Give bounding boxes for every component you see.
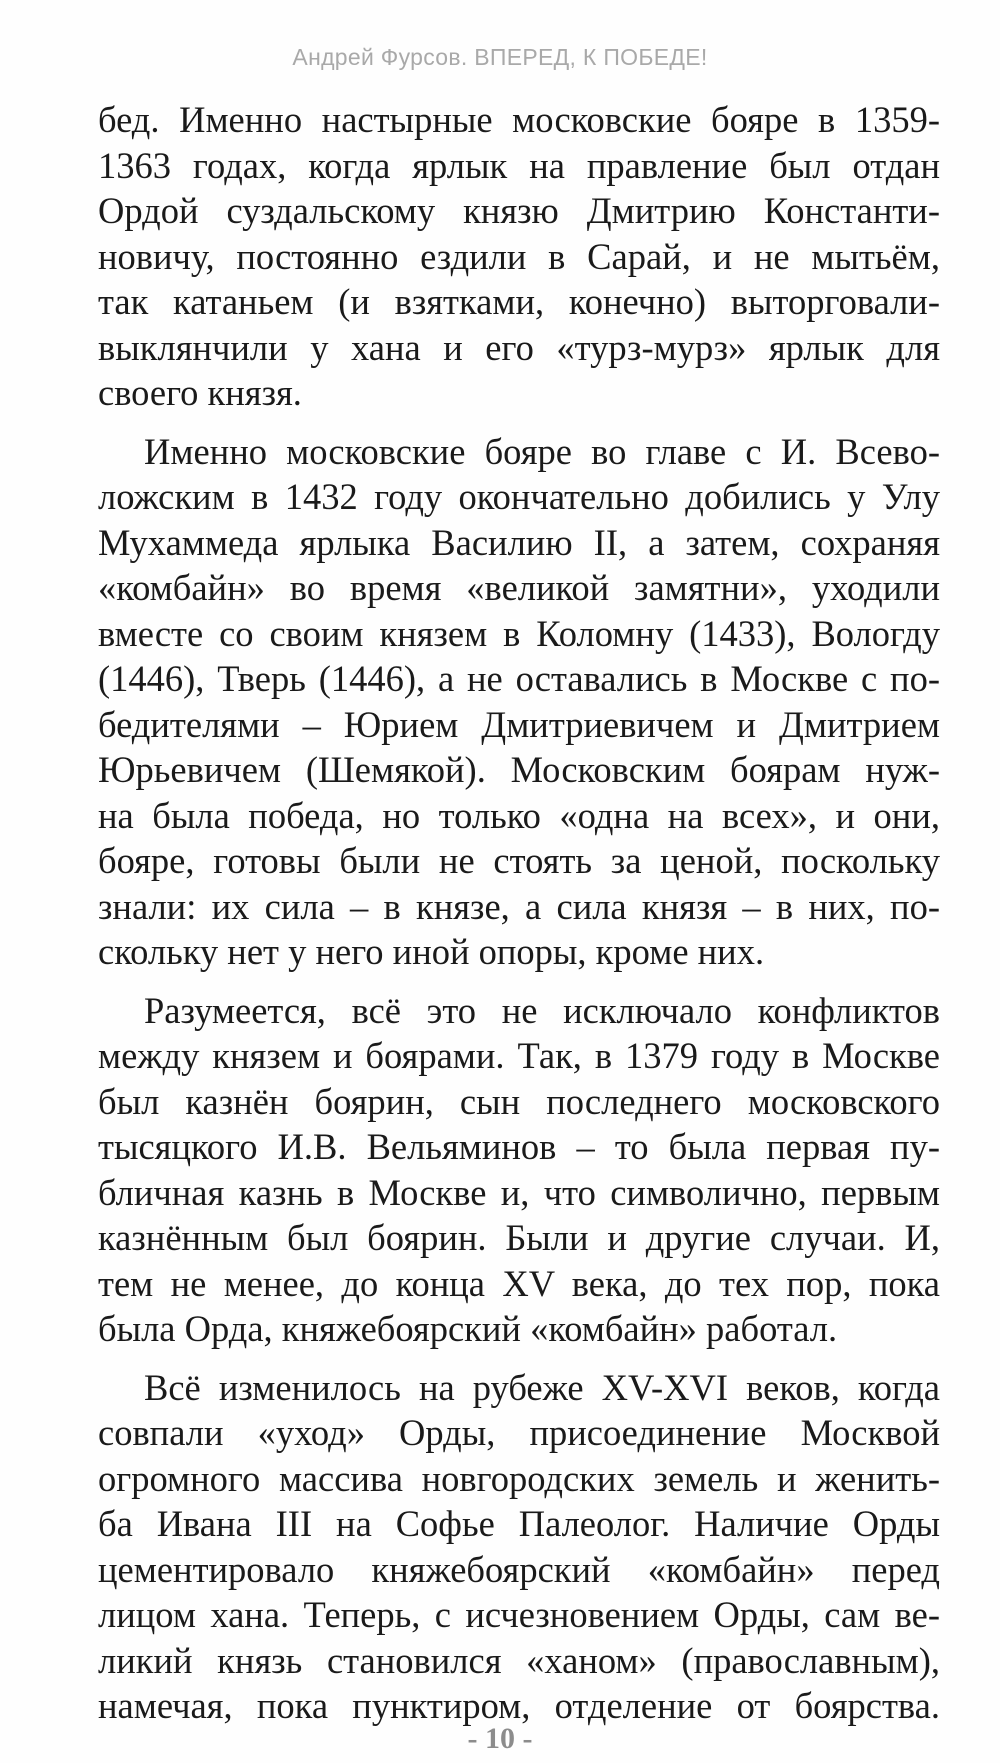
text-line: так катаньем (и взятками, конечно) выторговали-: [98, 281, 940, 322]
text-line: была Орда, княжебоярский «комбайн» работал.: [98, 1308, 838, 1349]
text-line: бед. Именно настырные московские бояре в 1359-: [98, 99, 940, 140]
text-line: знали: их сила – в князе, а сила князя – в них, по-: [98, 885, 940, 927]
text-line: «комбайн» во время «великой замятни», уходили: [98, 567, 940, 608]
page-number: - 10 -: [467, 1722, 533, 1755]
text-line: совпали «уход» Орды, присоединение Москвой: [98, 1412, 940, 1453]
text-line: бояре, готовы были не стоять за ценой, поскольку: [98, 840, 940, 881]
text-line: Юрьевичем (Шемякой). Московским боярам нуж-: [98, 749, 940, 790]
text-line: тем не менее, до конца XV века, до тех пор, пока: [98, 1262, 940, 1304]
paragraph: [98, 988, 940, 1352]
text-line: цементировало княжебоярский «комбайн» перед: [98, 1548, 940, 1590]
text-line: (1446), Тверь (1446), а не оставались в Москве с по-: [98, 658, 940, 699]
text-line: бедителями – Юрием Дмитриевичем и Дмитрием: [98, 703, 940, 745]
text-line: намечая, пока пунктиром, отделение от боярства.: [98, 1685, 940, 1726]
text-line: ликий князь становился «ханом» (православным),: [98, 1639, 940, 1681]
text-line: бличная казнь в Москве и, что символично, первым: [98, 1171, 940, 1213]
text-line: ложским в 1432 году окончательно добились у Улу: [98, 476, 940, 517]
text-line: Разумеется, всё это не исключало конфликтов: [144, 989, 940, 1031]
body-text: [98, 97, 940, 1729]
paragraph: [98, 429, 940, 975]
text-line: на была победа, но только «одна на всех», и они,: [98, 794, 940, 836]
text-line: вместе со своим князем в Коломну (1433), Вологду: [98, 612, 940, 654]
text-line: 1363 годах, когда ярлык на правление был отдан: [98, 144, 940, 186]
text-line: огромного массива новгородских земель и женить-: [98, 1457, 940, 1499]
text-line: лицом хана. Теперь, с исчезновением Орды, сам ве-: [98, 1594, 940, 1635]
text-line: ба Ивана III на Софье Палеолог. Наличие Орды: [98, 1503, 940, 1544]
text-line: был казнён боярин, сын последнего московского: [98, 1080, 940, 1122]
text-line: скольку нет у него иной опоры, кроме них.: [98, 931, 765, 972]
text-line: Ордой суздальскому князю Дмитрию Константи-: [98, 190, 940, 231]
running-head: Андрей Фурсов. ВПЕРЕД, К ПОБЕДЕ!: [292, 44, 708, 70]
paragraph: [98, 97, 940, 416]
text-line: казнённым был боярин. Были и другие случаи. И,: [98, 1217, 940, 1258]
text-line: Мухаммеда ярлыка Василию II, а затем, сохраняя: [98, 521, 940, 563]
text-line: между князем и боярами. Так, в 1379 году в Москве: [98, 1035, 940, 1076]
text-line: своего князя.: [98, 372, 302, 413]
text-line: Именно московские бояре во главе с И. Всево-: [144, 430, 940, 472]
text-line: новичу, постоянно ездили в Сарай, и не мытьём,: [98, 235, 940, 277]
paragraph: [98, 1365, 940, 1729]
text-line: тысяцкого И.В. Вельяминов – то была первая пу-: [98, 1126, 940, 1167]
text-line: Всё изменилось на рубеже XV-XVI веков, когда: [144, 1366, 940, 1408]
text-line: выклянчили у хана и его «турз-мурз» ярлык для: [98, 326, 940, 368]
